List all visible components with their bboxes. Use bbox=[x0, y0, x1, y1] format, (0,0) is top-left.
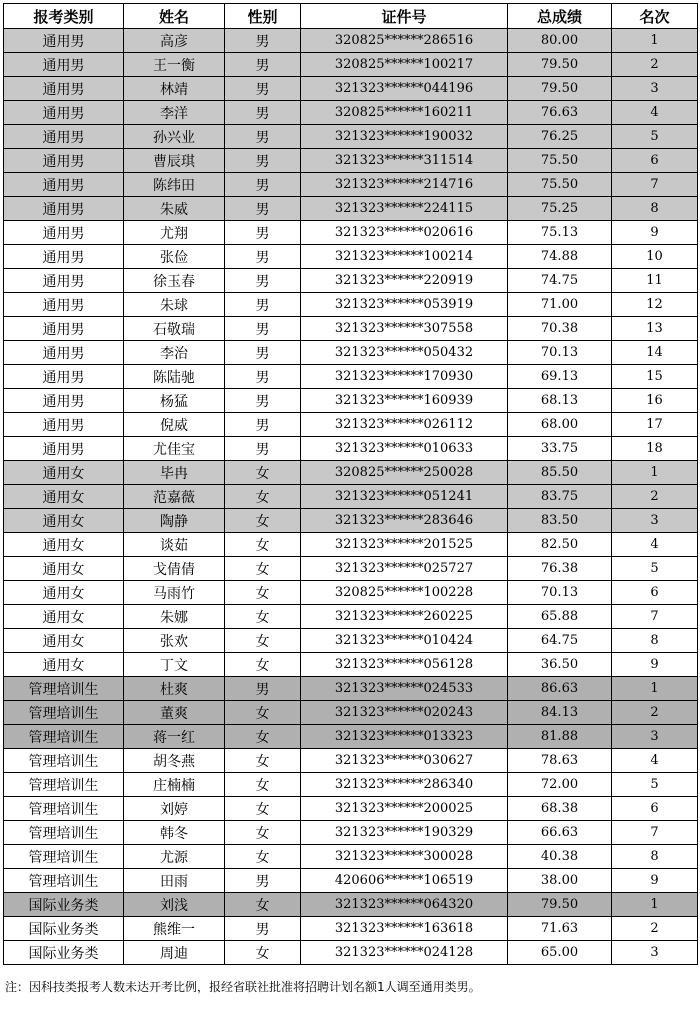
cell-id-number: 321323******300028 bbox=[301, 845, 508, 869]
table-row bbox=[4, 701, 698, 725]
cell-total-score: 78.63 bbox=[508, 749, 612, 773]
cell-category: 通用男 bbox=[4, 77, 124, 101]
cell-total-score: 65.00 bbox=[508, 941, 612, 965]
cell-rank: 1 bbox=[612, 893, 698, 917]
cell-name: 尤源 bbox=[124, 845, 225, 869]
cell-category: 管理培训生 bbox=[4, 869, 124, 893]
table-row bbox=[4, 173, 698, 197]
cell-sex: 女 bbox=[225, 773, 301, 797]
cell-total-score: 74.88 bbox=[508, 245, 612, 269]
cell-total-score: 79.50 bbox=[508, 893, 612, 917]
cell-sex: 男 bbox=[225, 413, 301, 437]
cell-id-number: 321323******051241 bbox=[301, 485, 508, 509]
cell-sex: 男 bbox=[225, 53, 301, 77]
cell-name: 马雨竹 bbox=[124, 581, 225, 605]
cell-name: 范嘉薇 bbox=[124, 485, 225, 509]
cell-name: 周迪 bbox=[124, 941, 225, 965]
cell-category: 通用男 bbox=[4, 29, 124, 53]
cell-name: 张俭 bbox=[124, 245, 225, 269]
cell-category: 管理培训生 bbox=[4, 701, 124, 725]
cell-total-score: 83.75 bbox=[508, 485, 612, 509]
cell-rank: 4 bbox=[612, 533, 698, 557]
cell-total-score: 66.63 bbox=[508, 821, 612, 845]
header-sex: 性别 bbox=[225, 4, 301, 29]
table-row bbox=[4, 629, 698, 653]
cell-rank: 6 bbox=[612, 797, 698, 821]
table-row bbox=[4, 293, 698, 317]
table-row bbox=[4, 245, 698, 269]
cell-name: 孙兴业 bbox=[124, 125, 225, 149]
cell-category: 通用女 bbox=[4, 509, 124, 533]
cell-total-score: 75.50 bbox=[508, 149, 612, 173]
cell-sex: 男 bbox=[225, 29, 301, 53]
cell-rank: 1 bbox=[612, 461, 698, 485]
cell-total-score: 38.00 bbox=[508, 869, 612, 893]
cell-id-number: 321323******307558 bbox=[301, 317, 508, 341]
table-row bbox=[4, 893, 698, 917]
table-row bbox=[4, 653, 698, 677]
cell-rank: 15 bbox=[612, 365, 698, 389]
table-row bbox=[4, 461, 698, 485]
cell-id-number: 321323******010633 bbox=[301, 437, 508, 461]
table-row bbox=[4, 485, 698, 509]
cell-sex: 男 bbox=[225, 101, 301, 125]
cell-rank: 7 bbox=[612, 173, 698, 197]
table-row bbox=[4, 317, 698, 341]
cell-name: 尤翔 bbox=[124, 221, 225, 245]
table-row bbox=[4, 365, 698, 389]
cell-sex: 男 bbox=[225, 341, 301, 365]
cell-rank: 4 bbox=[612, 749, 698, 773]
cell-category: 管理培训生 bbox=[4, 797, 124, 821]
cell-category: 通用男 bbox=[4, 125, 124, 149]
cell-id-number: 320825******250028 bbox=[301, 461, 508, 485]
cell-name: 谈茹 bbox=[124, 533, 225, 557]
table-row bbox=[4, 509, 698, 533]
table-row bbox=[4, 917, 698, 941]
cell-rank: 3 bbox=[612, 941, 698, 965]
cell-rank: 3 bbox=[612, 725, 698, 749]
cell-total-score: 75.25 bbox=[508, 197, 612, 221]
cell-name: 蒋一红 bbox=[124, 725, 225, 749]
cell-name: 王一衡 bbox=[124, 53, 225, 77]
table-row bbox=[4, 221, 698, 245]
cell-category: 通用女 bbox=[4, 653, 124, 677]
cell-id-number: 321323******010424 bbox=[301, 629, 508, 653]
cell-rank: 5 bbox=[612, 125, 698, 149]
cell-total-score: 84.13 bbox=[508, 701, 612, 725]
cell-total-score: 74.75 bbox=[508, 269, 612, 293]
table-row bbox=[4, 269, 698, 293]
cell-id-number: 321323******020616 bbox=[301, 221, 508, 245]
cell-rank: 14 bbox=[612, 341, 698, 365]
table-row bbox=[4, 581, 698, 605]
cell-total-score: 36.50 bbox=[508, 653, 612, 677]
cell-name: 丁文 bbox=[124, 653, 225, 677]
cell-rank: 5 bbox=[612, 557, 698, 581]
cell-id-number: 321323******024533 bbox=[301, 677, 508, 701]
cell-category: 通用男 bbox=[4, 317, 124, 341]
cell-id-number: 321323******056128 bbox=[301, 653, 508, 677]
cell-sex: 男 bbox=[225, 869, 301, 893]
cell-sex: 男 bbox=[225, 173, 301, 197]
cell-id-number: 320825******160211 bbox=[301, 101, 508, 125]
cell-name: 熊维一 bbox=[124, 917, 225, 941]
cell-total-score: 68.13 bbox=[508, 389, 612, 413]
cell-rank: 7 bbox=[612, 821, 698, 845]
cell-name: 曹辰琪 bbox=[124, 149, 225, 173]
cell-id-number: 321323******026112 bbox=[301, 413, 508, 437]
cell-rank: 5 bbox=[612, 773, 698, 797]
cell-sex: 女 bbox=[225, 797, 301, 821]
cell-sex: 男 bbox=[225, 269, 301, 293]
cell-name: 倪威 bbox=[124, 413, 225, 437]
cell-id-number: 321323******220919 bbox=[301, 269, 508, 293]
cell-category: 通用男 bbox=[4, 221, 124, 245]
cell-total-score: 69.13 bbox=[508, 365, 612, 389]
cell-rank: 8 bbox=[612, 845, 698, 869]
cell-category: 通用女 bbox=[4, 581, 124, 605]
cell-category: 通用男 bbox=[4, 149, 124, 173]
cell-rank: 9 bbox=[612, 869, 698, 893]
cell-rank: 16 bbox=[612, 389, 698, 413]
header-name: 姓名 bbox=[124, 4, 225, 29]
cell-category: 通用女 bbox=[4, 629, 124, 653]
cell-category: 管理培训生 bbox=[4, 821, 124, 845]
cell-rank: 9 bbox=[612, 221, 698, 245]
cell-total-score: 85.50 bbox=[508, 461, 612, 485]
table-body bbox=[4, 29, 698, 965]
table-row bbox=[4, 197, 698, 221]
cell-category: 管理培训生 bbox=[4, 725, 124, 749]
cell-name: 毕冉 bbox=[124, 461, 225, 485]
cell-name: 杨猛 bbox=[124, 389, 225, 413]
cell-id-number: 321323******311514 bbox=[301, 149, 508, 173]
cell-rank: 3 bbox=[612, 77, 698, 101]
header-total-score: 总成绩 bbox=[508, 4, 612, 29]
cell-rank: 1 bbox=[612, 29, 698, 53]
cell-total-score: 72.00 bbox=[508, 773, 612, 797]
cell-category: 通用男 bbox=[4, 53, 124, 77]
table-row bbox=[4, 797, 698, 821]
cell-total-score: 80.00 bbox=[508, 29, 612, 53]
cell-sex: 男 bbox=[225, 149, 301, 173]
cell-sex: 男 bbox=[225, 365, 301, 389]
cell-rank: 9 bbox=[612, 653, 698, 677]
cell-sex: 女 bbox=[225, 557, 301, 581]
cell-category: 通用男 bbox=[4, 341, 124, 365]
cell-id-number: 321323******020243 bbox=[301, 701, 508, 725]
cell-category: 通用女 bbox=[4, 605, 124, 629]
table-row bbox=[4, 557, 698, 581]
cell-name: 陈陆驰 bbox=[124, 365, 225, 389]
cell-id-number: 320825******100228 bbox=[301, 581, 508, 605]
table-row bbox=[4, 29, 698, 53]
cell-category: 通用女 bbox=[4, 533, 124, 557]
cell-total-score: 83.50 bbox=[508, 509, 612, 533]
cell-id-number: 321323******283646 bbox=[301, 509, 508, 533]
table-row bbox=[4, 941, 698, 965]
cell-rank: 6 bbox=[612, 149, 698, 173]
cell-id-number: 321323******200025 bbox=[301, 797, 508, 821]
table-row bbox=[4, 77, 698, 101]
cell-name: 戈倩倩 bbox=[124, 557, 225, 581]
cell-category: 通用男 bbox=[4, 173, 124, 197]
cell-name: 田雨 bbox=[124, 869, 225, 893]
cell-rank: 12 bbox=[612, 293, 698, 317]
table-row bbox=[4, 125, 698, 149]
cell-id-number: 321323******100214 bbox=[301, 245, 508, 269]
cell-total-score: 71.00 bbox=[508, 293, 612, 317]
table-row bbox=[4, 725, 698, 749]
cell-rank: 13 bbox=[612, 317, 698, 341]
header-rank: 名次 bbox=[612, 4, 698, 29]
cell-sex: 女 bbox=[225, 941, 301, 965]
cell-category: 通用男 bbox=[4, 101, 124, 125]
cell-total-score: 75.50 bbox=[508, 173, 612, 197]
cell-rank: 4 bbox=[612, 101, 698, 125]
cell-sex: 男 bbox=[225, 221, 301, 245]
cell-total-score: 68.38 bbox=[508, 797, 612, 821]
cell-name: 朱娜 bbox=[124, 605, 225, 629]
cell-total-score: 82.50 bbox=[508, 533, 612, 557]
cell-sex: 女 bbox=[225, 845, 301, 869]
cell-total-score: 76.63 bbox=[508, 101, 612, 125]
table-row bbox=[4, 341, 698, 365]
cell-id-number: 321323******224115 bbox=[301, 197, 508, 221]
cell-sex: 男 bbox=[225, 677, 301, 701]
cell-name: 陶静 bbox=[124, 509, 225, 533]
cell-rank: 10 bbox=[612, 245, 698, 269]
cell-category: 通用男 bbox=[4, 389, 124, 413]
cell-id-number: 321323******044196 bbox=[301, 77, 508, 101]
cell-name: 刘婷 bbox=[124, 797, 225, 821]
cell-id-number: 420606******106519 bbox=[301, 869, 508, 893]
cell-id-number: 321323******260225 bbox=[301, 605, 508, 629]
cell-category: 通用男 bbox=[4, 293, 124, 317]
cell-sex: 女 bbox=[225, 749, 301, 773]
cell-sex: 男 bbox=[225, 389, 301, 413]
cell-sex: 女 bbox=[225, 581, 301, 605]
table-row bbox=[4, 821, 698, 845]
cell-sex: 女 bbox=[225, 701, 301, 725]
cell-name: 徐玉春 bbox=[124, 269, 225, 293]
cell-name: 李洋 bbox=[124, 101, 225, 125]
cell-sex: 男 bbox=[225, 245, 301, 269]
cell-total-score: 33.75 bbox=[508, 437, 612, 461]
cell-rank: 3 bbox=[612, 509, 698, 533]
table-row bbox=[4, 437, 698, 461]
cell-total-score: 68.00 bbox=[508, 413, 612, 437]
cell-category: 国际业务类 bbox=[4, 917, 124, 941]
cell-sex: 女 bbox=[225, 461, 301, 485]
cell-sex: 女 bbox=[225, 725, 301, 749]
cell-id-number: 320825******100217 bbox=[301, 53, 508, 77]
cell-rank: 18 bbox=[612, 437, 698, 461]
cell-name: 朱球 bbox=[124, 293, 225, 317]
cell-rank: 1 bbox=[612, 677, 698, 701]
cell-rank: 2 bbox=[612, 53, 698, 77]
cell-id-number: 321323******163618 bbox=[301, 917, 508, 941]
cell-category: 国际业务类 bbox=[4, 941, 124, 965]
cell-category: 通用男 bbox=[4, 269, 124, 293]
cell-name: 庄楠楠 bbox=[124, 773, 225, 797]
cell-rank: 17 bbox=[612, 413, 698, 437]
cell-category: 管理培训生 bbox=[4, 845, 124, 869]
cell-total-score: 76.38 bbox=[508, 557, 612, 581]
cell-name: 李治 bbox=[124, 341, 225, 365]
table-row bbox=[4, 605, 698, 629]
cell-sex: 男 bbox=[225, 125, 301, 149]
cell-id-number: 321323******201525 bbox=[301, 533, 508, 557]
cell-rank: 8 bbox=[612, 629, 698, 653]
cell-category: 通用女 bbox=[4, 485, 124, 509]
table-row bbox=[4, 677, 698, 701]
cell-name: 尤佳宝 bbox=[124, 437, 225, 461]
cell-id-number: 321323******190329 bbox=[301, 821, 508, 845]
table-row bbox=[4, 389, 698, 413]
cell-id-number: 321323******286340 bbox=[301, 773, 508, 797]
cell-sex: 女 bbox=[225, 893, 301, 917]
cell-total-score: 86.63 bbox=[508, 677, 612, 701]
cell-total-score: 71.63 bbox=[508, 917, 612, 941]
cell-rank: 11 bbox=[612, 269, 698, 293]
cell-sex: 男 bbox=[225, 917, 301, 941]
table-row bbox=[4, 149, 698, 173]
cell-name: 陈纬田 bbox=[124, 173, 225, 197]
cell-category: 管理培训生 bbox=[4, 773, 124, 797]
cell-category: 管理培训生 bbox=[4, 749, 124, 773]
table-row bbox=[4, 413, 698, 437]
cell-sex: 男 bbox=[225, 317, 301, 341]
cell-category: 管理培训生 bbox=[4, 677, 124, 701]
table-row bbox=[4, 53, 698, 77]
cell-sex: 女 bbox=[225, 485, 301, 509]
cell-sex: 男 bbox=[225, 293, 301, 317]
cell-category: 通用男 bbox=[4, 437, 124, 461]
cell-category: 通用女 bbox=[4, 557, 124, 581]
cell-sex: 女 bbox=[225, 605, 301, 629]
cell-sex: 男 bbox=[225, 437, 301, 461]
cell-total-score: 79.50 bbox=[508, 53, 612, 77]
cell-id-number: 321323******025727 bbox=[301, 557, 508, 581]
cell-id-number: 321323******170930 bbox=[301, 365, 508, 389]
cell-name: 石敬瑞 bbox=[124, 317, 225, 341]
cell-sex: 女 bbox=[225, 653, 301, 677]
cell-total-score: 79.50 bbox=[508, 77, 612, 101]
cell-name: 胡冬燕 bbox=[124, 749, 225, 773]
cell-name: 韩冬 bbox=[124, 821, 225, 845]
results-table bbox=[3, 3, 698, 965]
cell-rank: 2 bbox=[612, 701, 698, 725]
cell-id-number: 321323******053919 bbox=[301, 293, 508, 317]
cell-name: 朱威 bbox=[124, 197, 225, 221]
cell-rank: 2 bbox=[612, 485, 698, 509]
header-id-number: 证件号 bbox=[301, 4, 508, 29]
cell-category: 国际业务类 bbox=[4, 893, 124, 917]
cell-name: 杜爽 bbox=[124, 677, 225, 701]
cell-id-number: 321323******050432 bbox=[301, 341, 508, 365]
cell-sex: 男 bbox=[225, 197, 301, 221]
cell-id-number: 320825******286516 bbox=[301, 29, 508, 53]
cell-name: 董爽 bbox=[124, 701, 225, 725]
cell-total-score: 40.38 bbox=[508, 845, 612, 869]
cell-id-number: 321323******064320 bbox=[301, 893, 508, 917]
table-row bbox=[4, 869, 698, 893]
cell-id-number: 321323******214716 bbox=[301, 173, 508, 197]
table-row bbox=[4, 845, 698, 869]
cell-category: 通用男 bbox=[4, 413, 124, 437]
cell-id-number: 321323******013323 bbox=[301, 725, 508, 749]
cell-category: 通用男 bbox=[4, 365, 124, 389]
cell-id-number: 321323******024128 bbox=[301, 941, 508, 965]
cell-name: 高彦 bbox=[124, 29, 225, 53]
cell-rank: 8 bbox=[612, 197, 698, 221]
footnote: 注：因科技类报考人数未达开考比例，报经省联社批准将招聘计划名额1人调至通用类男。 bbox=[5, 980, 481, 994]
table-row bbox=[4, 533, 698, 557]
cell-category: 通用男 bbox=[4, 245, 124, 269]
cell-category: 通用女 bbox=[4, 461, 124, 485]
cell-total-score: 65.88 bbox=[508, 605, 612, 629]
cell-id-number: 321323******030627 bbox=[301, 749, 508, 773]
cell-total-score: 70.38 bbox=[508, 317, 612, 341]
cell-name: 张欢 bbox=[124, 629, 225, 653]
cell-rank: 7 bbox=[612, 605, 698, 629]
cell-name: 刘浅 bbox=[124, 893, 225, 917]
table-row bbox=[4, 749, 698, 773]
header-category: 报考类别 bbox=[4, 4, 124, 29]
cell-category: 通用男 bbox=[4, 197, 124, 221]
header-row bbox=[4, 4, 698, 29]
cell-total-score: 75.13 bbox=[508, 221, 612, 245]
cell-total-score: 70.13 bbox=[508, 581, 612, 605]
cell-id-number: 321323******190032 bbox=[301, 125, 508, 149]
cell-total-score: 76.25 bbox=[508, 125, 612, 149]
cell-sex: 女 bbox=[225, 821, 301, 845]
cell-total-score: 70.13 bbox=[508, 341, 612, 365]
cell-sex: 男 bbox=[225, 77, 301, 101]
cell-total-score: 81.88 bbox=[508, 725, 612, 749]
table-row bbox=[4, 101, 698, 125]
cell-sex: 女 bbox=[225, 533, 301, 557]
cell-sex: 女 bbox=[225, 509, 301, 533]
cell-id-number: 321323******160939 bbox=[301, 389, 508, 413]
table-row bbox=[4, 773, 698, 797]
cell-sex: 女 bbox=[225, 629, 301, 653]
cell-rank: 6 bbox=[612, 581, 698, 605]
cell-total-score: 64.75 bbox=[508, 629, 612, 653]
cell-name: 林靖 bbox=[124, 77, 225, 101]
cell-rank: 2 bbox=[612, 917, 698, 941]
